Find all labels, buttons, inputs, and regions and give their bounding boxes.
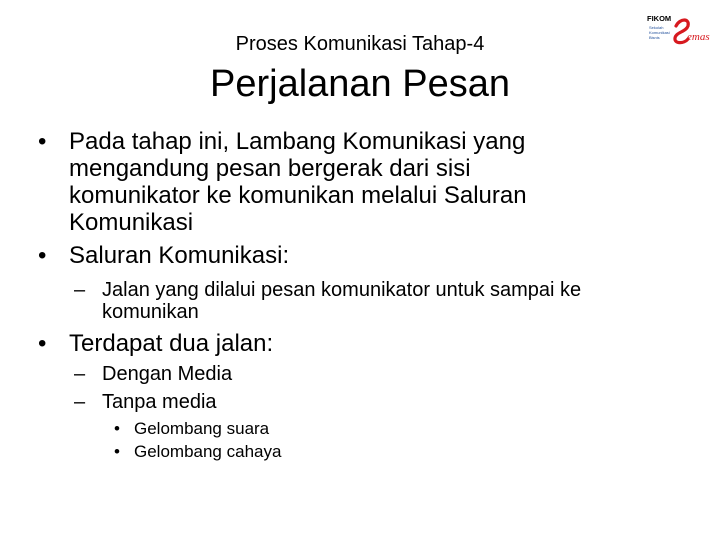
sub-sub-bullet-text: Gelombang cahaya: [134, 442, 282, 461]
bullet-marker: •: [38, 330, 47, 357]
bullet-text: Saluran Komunikasi:: [69, 242, 290, 269]
logo-tagline-2: Komunikasi: [649, 30, 670, 35]
sub-sub-bullet-text: Gelombang suara: [134, 419, 270, 438]
sub-sub-bullet-marker: •: [114, 442, 120, 461]
bullet-line: komunikator ke komunikan melalui Saluran: [69, 182, 527, 209]
bullet-line: Komunikasi: [69, 209, 194, 236]
logo-text: FIKOM: [647, 14, 672, 23]
logo-tagline-3: Bisnis: [649, 35, 660, 40]
bullet-marker: •: [38, 242, 47, 269]
sub-bullet-text: [102, 279, 702, 323]
logo-mark: emas: [687, 31, 710, 43]
bullet-line: mengandung pesan bergerak dari sisi: [69, 155, 471, 182]
sub-bullet-text: Tanpa media: [102, 391, 217, 413]
bullet-marker: •: [38, 128, 47, 155]
slide-title: Perjalanan Pesan: [210, 63, 510, 105]
logo-tagline-1: Sekolah: [649, 25, 664, 30]
sub-bullet-marker: –: [74, 363, 86, 385]
bullet-text: Terdapat dua jalan:: [69, 330, 274, 357]
sub-bullet-marker: –: [74, 391, 86, 413]
bullet-line: Pada tahap ini, Lambang Komunikasi yang: [69, 128, 526, 155]
slide-subtitle: Proses Komunikasi Tahap-4: [235, 33, 485, 55]
bullet-text: [69, 128, 629, 236]
sub-bullet-line: Jalan yang dilalui pesan komunikator untuk sampai ke: [102, 279, 582, 301]
sub-sub-bullet-marker: •: [114, 419, 120, 438]
sub-bullet-text: Dengan Media: [102, 363, 233, 385]
sub-bullet-line: komunikan: [102, 301, 199, 323]
sub-bullet-marker: –: [74, 279, 86, 301]
